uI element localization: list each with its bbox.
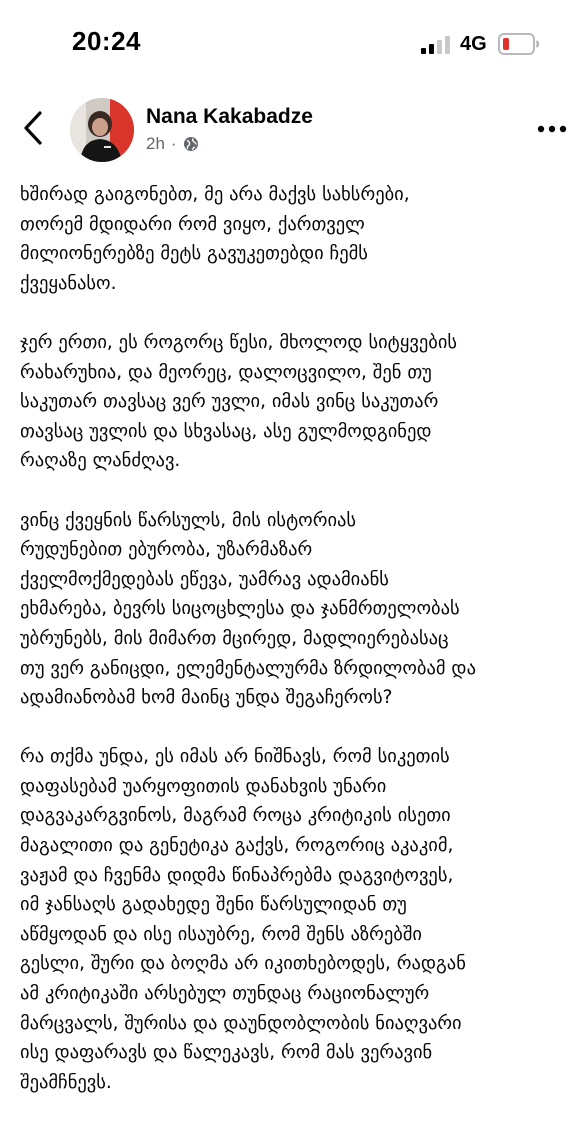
post-body (20, 180, 576, 1127)
meta-separator: · (170, 134, 177, 153)
post-paragraph-1: ხშირად გაიგონებთ, მე არა მაქვს სახსრები, თორემ მდიდარი რომ ვიყო, ქართველ მილიონერებზე მეტს გავუკეთებდი ჩემს ქვეყანასო. (20, 184, 410, 294)
post-meta (146, 134, 199, 154)
post-time[interactable]: 2h (146, 134, 165, 153)
post-paragraph-2: ჯერ ერთი, ეს როგორც წესი, მხოლოდ სიტყვების რახარუხია, და მეორეც, დალოცვილო, შენ თუ საკუთარ თავსაც ვერ უვლი, იმას ვინც საკუთარ თავსაც უვლის და სხვასაც, ასე გულმოდგინედ რაღაზე ლანძღავ. (20, 331, 458, 472)
status-bar (0, 0, 588, 88)
signal-icon (421, 36, 453, 54)
post-paragraph-3: ვინც ქვეყნის წარსულს, მის ისტორიას რუდუნებით ებურობა, უზარმაზარ ქველმოქმედებას ეწევა, უამრავ ადამიანს ეხმარება, ბევრს სიცოცხლესა და ჯანმრთელობას უბრუნებს, მის მიმართ მცირედ, მადლიერებასაც თუ ვერ განიცდი, ელემენტალურმა ზრდილობამ და ადამიანობამ ხომ მაინც უნდა შეგაჩეროს? (20, 509, 476, 709)
battery-icon (498, 33, 540, 55)
author-name[interactable]: Nana Kakabadze (146, 105, 313, 128)
network-label: 4G (460, 33, 487, 55)
avatar-image (70, 98, 134, 162)
more-options-icon[interactable] (536, 124, 568, 134)
status-time: 20:24 (72, 26, 141, 56)
post-header (0, 92, 588, 168)
avatar[interactable] (70, 98, 134, 162)
post-paragraph-4: რა თქმა უნდა, ეს იმას არ ნიშნავს, რომ სიკეთის დაფასებამ უარყოფითის დანახვის უნარი დაგვაკარგვინოს, მაგრამ როცა კრიტიკის ისეთი მაგალითი და გენეტიკა გაქვს, როგორიც აკაკიმ, ვაჟამ და ჩვენმა დიდმა წინაპრებმა დაგვიტოვეს, იმ ჯანსაღს გადახედე შენი წარსულიდან თუ აწმყოდან და ისე ისაუბრე, რომ შენს აზრებში გესლი, შური და ბოღმა არ იკითხებოდეს, რადგან ამ კრიტიკაში არსებულ თუნდაც რაციონალურ მარცვალს, შურისა და დაუნდობლობის ნიაღვარი ისე დაფარავს და წალეკავს, რომ მას ვერავინ შეამჩნევს. (20, 746, 466, 1093)
globe-icon (183, 136, 199, 152)
back-icon[interactable] (22, 110, 44, 146)
